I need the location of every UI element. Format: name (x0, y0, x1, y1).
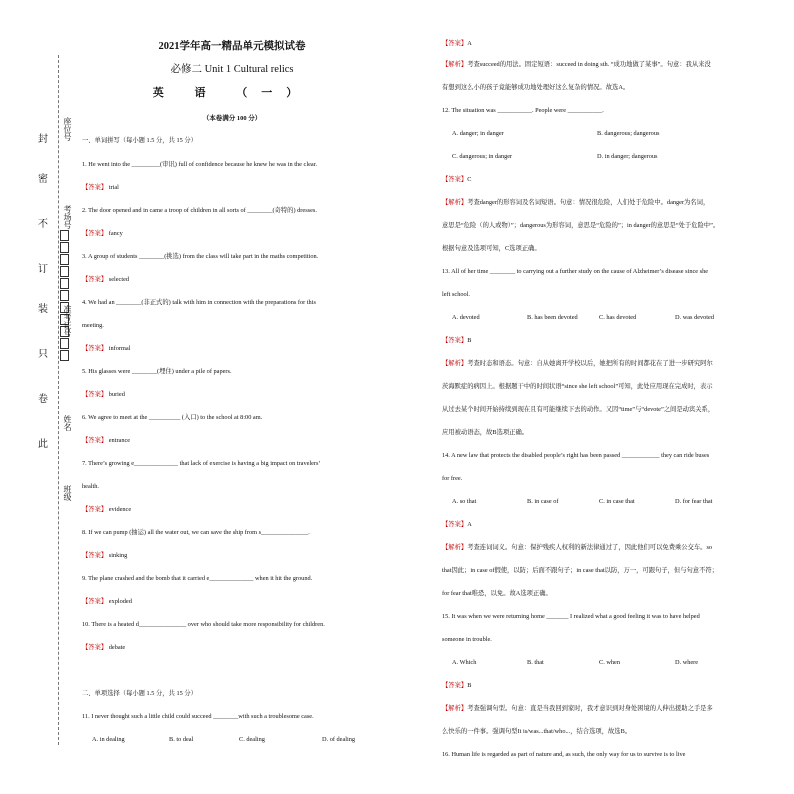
answer-1 (82, 184, 119, 192)
answer-tag: 【答案】 (82, 276, 108, 283)
question-1: 1. He went into the _________(审讯) full of confidence because he knew he was in the clear. (82, 161, 318, 168)
answer-2 (82, 230, 123, 238)
answer-text: B (467, 337, 472, 344)
q11-option-c: C. dealing (239, 736, 265, 743)
answer-tag: 【答案】 (442, 40, 468, 47)
analysis-tag: 【解析】 (442, 199, 468, 206)
analysis-tag: 【解析】 (442, 544, 468, 551)
answer-15 (442, 682, 471, 690)
answer-tag: 【答案】 (82, 345, 108, 352)
answer-text: C (467, 176, 472, 183)
answer-tag: 【答案】 (82, 552, 108, 559)
seal-char: 不 (38, 219, 48, 230)
question-13: 13. All of her time ________ to carrying out a further study on the cause of Alzheimer’s disease since she (442, 268, 709, 275)
answer-tag: 【答案】 (82, 391, 108, 398)
analysis-12 (442, 199, 709, 207)
answer-text: debate (108, 644, 126, 651)
seal-char: 卷 (38, 394, 48, 405)
question-10: 10. There is a heated d_______________ over who should take more responsibility for children. (82, 621, 325, 628)
answer-text: evidence (108, 506, 132, 513)
analysis-15 (442, 705, 713, 713)
answer-text: informal (108, 345, 131, 352)
q11-option-d: D. of dealing (322, 736, 356, 743)
question-14: 14. A new law that protects the disabled people’s right has been passed ____________ they can ride buses (442, 452, 710, 459)
exam-title: 2021学年高一精品单元模拟试卷 (158, 41, 306, 52)
question-15-cont: someone in trouble. (442, 636, 492, 643)
analysis-text: 考查强调句型。句意：直是当我回到家时，我才意识到对身处困境的人伸出援助之手是多 (467, 705, 713, 712)
q12-option-d: D. in danger; dangerous (597, 153, 658, 160)
question-12: 12. The situation was ___________. People were ___________. (442, 107, 604, 114)
analysis-13-line3: 从过去某个时间开始持续到现在且有可能继续下去的动作。又因“time”与“devote”之间是动宾关系， (442, 406, 715, 413)
answer-tag: 【答案】 (82, 437, 108, 444)
question-15: 15. It was when we were returning home _______ I realized what a good feeling it was to have helped (442, 613, 700, 620)
question-14-cont: for free. (442, 475, 463, 482)
q13-option-b: B. has been devoted (527, 314, 578, 321)
analysis-13-line2: 茨海默症的病因上。根据题干中的时间状语“since she left school”可知，此处应用现在完成时，表示 (442, 383, 713, 390)
answer-13 (442, 337, 471, 345)
analysis-13-line4: 应用被动语态，故B选项正确。 (442, 429, 529, 436)
q14-option-c: C. in case that (599, 498, 635, 505)
answer-3 (82, 276, 129, 284)
question-4: 4. We had an ________(非正式的) talk with him in connection with the preparations for this (82, 299, 316, 306)
seat-number-label: 座位号 (63, 117, 72, 141)
exam-subtitle: 必修二 Unit 1 Cultural relics (170, 64, 294, 75)
answer-12 (442, 176, 471, 184)
answer-tag: 【答案】 (82, 598, 108, 605)
answer-4 (82, 345, 130, 353)
answer-tag: 【答案】 (442, 176, 468, 183)
q14-option-d: D. for fear that (675, 498, 713, 505)
answer-7 (82, 506, 131, 514)
answer-11 (442, 40, 472, 48)
answer-tag: 【答案】 (82, 506, 108, 513)
question-4-cont: meeting. (82, 322, 104, 329)
answer-text: A (467, 40, 472, 47)
answer-text: A (467, 521, 472, 528)
answer-8 (82, 552, 127, 560)
q14-option-a: A. so that (452, 498, 477, 505)
question-3: 3. A group of students ________(挑选) from the class will take part in the maths competition. (82, 253, 319, 260)
question-7: 7. There’s growing e______________ that lack of exercise is having a big impact on travelers’ (82, 460, 321, 467)
answer-tag: 【答案】 (442, 521, 468, 528)
analysis-15-line2: 么快乐的一件事。强调句型It is/was...that/who...，结合选项，故选B。 (442, 728, 632, 735)
q12-option-c: C. dangerous; in danger (452, 153, 513, 160)
q13-option-a: A. devoted (452, 314, 480, 321)
answer-tag: 【答案】 (82, 644, 108, 651)
q15-option-d: D. where (675, 659, 699, 666)
answer-tag: 【答案】 (82, 184, 108, 191)
answer-text: exploded (108, 598, 132, 605)
analysis-11-line2: 有想到这么小的孩子竟能够成功地处理好这么复杂的情况。故选A。 (442, 84, 630, 91)
question-6: 6. We agree to meet at the __________ (入口) to the school at 8:00 am. (82, 414, 263, 421)
seal-char: 订 (38, 264, 48, 275)
name-label: 姓名 (63, 415, 72, 431)
analysis-13 (442, 360, 713, 368)
analysis-11 (442, 61, 711, 69)
question-16: 16. Human life is regarded as part of nature and, as such, the only way for us to survive is to live (442, 751, 686, 758)
seal-line-margin (0, 55, 80, 745)
q11-option-b: B. to deal (169, 736, 194, 743)
answer-10 (82, 644, 125, 652)
q12-option-a: A. danger; in danger (452, 130, 504, 137)
question-9: 9. The plane crashed and the bomb that it carried e______________ when it hit the ground. (82, 575, 313, 582)
q14-option-b: B. in case of (527, 498, 559, 505)
answer-text: sinking (108, 552, 128, 559)
q11-option-a: A. in dealing (92, 736, 125, 743)
seal-char: 封 (38, 134, 48, 145)
analysis-text: 考查连词词义。句意：保护残疾人权利的新法律通过了，因此他们可以免费乘公交车。so (467, 544, 713, 551)
analysis-12-line3: 根据句意及选项可知，C选项正确。 (442, 245, 541, 252)
q12-option-b: B. dangerous; dangerous (597, 130, 660, 137)
question-7-cont: health. (82, 483, 99, 490)
analysis-14-line3: for fear that唯恐，以免。故A选项正确。 (442, 590, 552, 597)
exam-id-label: 准考证号 (63, 305, 72, 337)
full-score-note: （本卷满分 100 分） (202, 115, 262, 122)
q15-option-a: A. Which (452, 659, 477, 666)
answer-9 (82, 598, 132, 606)
analysis-tag: 【解析】 (442, 61, 468, 68)
answer-text: trial (108, 184, 119, 191)
analysis-text: 考查danger的形容词及名词短语。句意：情况很危险，人们处于危险中。danger为名词， (467, 199, 710, 206)
answer-5 (82, 391, 125, 399)
answer-text: selected (108, 276, 130, 283)
analysis-tag: 【解析】 (442, 360, 468, 367)
section1-heading: 一、单词拼写（每小题 1.5 分，共 15 分） (82, 137, 197, 144)
q15-option-b: B. that (527, 659, 544, 666)
answer-14 (442, 521, 472, 529)
question-11: 11. I never thought such a little child could succeed ________with such a troublesome case. (82, 713, 314, 720)
analysis-tag: 【解析】 (442, 705, 468, 712)
analysis-text: 考查succeed的用法。固定短语：succeed in doing sth. “成功地做了某事”。句意：我从来没 (467, 61, 711, 68)
answer-text: fancy (108, 230, 123, 237)
answer-tag: 【答案】 (442, 682, 468, 689)
question-13-cont: left school. (442, 291, 470, 298)
answer-text: B (467, 682, 472, 689)
q13-option-d: D. was devoted (675, 314, 714, 321)
seal-char: 装 (38, 304, 48, 315)
section2-heading: 二、单项选择（每小题 1.5 分，共 15 分） (82, 690, 197, 697)
question-5: 5. His glasses were ________(埋住) under a pile of papers. (82, 368, 232, 375)
analysis-12-line2: 意思是“危险（的人或物）”；dangerous为形容词，意思是“危险的”；in danger的意思是“处于危险中”。 (442, 222, 720, 229)
class-label: 班级 (63, 485, 72, 501)
room-number-boxes (60, 230, 68, 362)
analysis-14-line2: that因此；in case of假使，以防；后面不跟句子；in case that以防，万一，可跟句子，但与句意不符； (442, 567, 718, 574)
q15-option-c: C. when (599, 659, 620, 666)
analysis-text: 考查时态和语态。句意：自从她离开学校以后，她把所有的时间都花在了进一步研究阿尔 (467, 360, 713, 367)
room-number-label: 考场号 (63, 205, 72, 229)
q13-option-c: C. has devoted (599, 314, 637, 321)
question-2: 2. The door opened and in came a troop of children in all sorts of ________(奇特的) dresses. (82, 207, 317, 214)
answer-tag: 【答案】 (82, 230, 108, 237)
answer-6 (82, 437, 130, 445)
seal-char: 密 (38, 174, 48, 185)
subject-heading: 英 语 （一） (152, 87, 312, 99)
question-8: 8. If we can pump (抽运) all the water out, we can save the ship from s_______________. (82, 529, 310, 536)
answer-tag: 【答案】 (442, 337, 468, 344)
analysis-14 (442, 544, 712, 552)
seal-char: 只 (38, 349, 48, 360)
seal-dashed-line (58, 55, 59, 745)
seal-char: 此 (38, 439, 48, 450)
answer-text: entrance (108, 437, 131, 444)
answer-text: buried (108, 391, 125, 398)
